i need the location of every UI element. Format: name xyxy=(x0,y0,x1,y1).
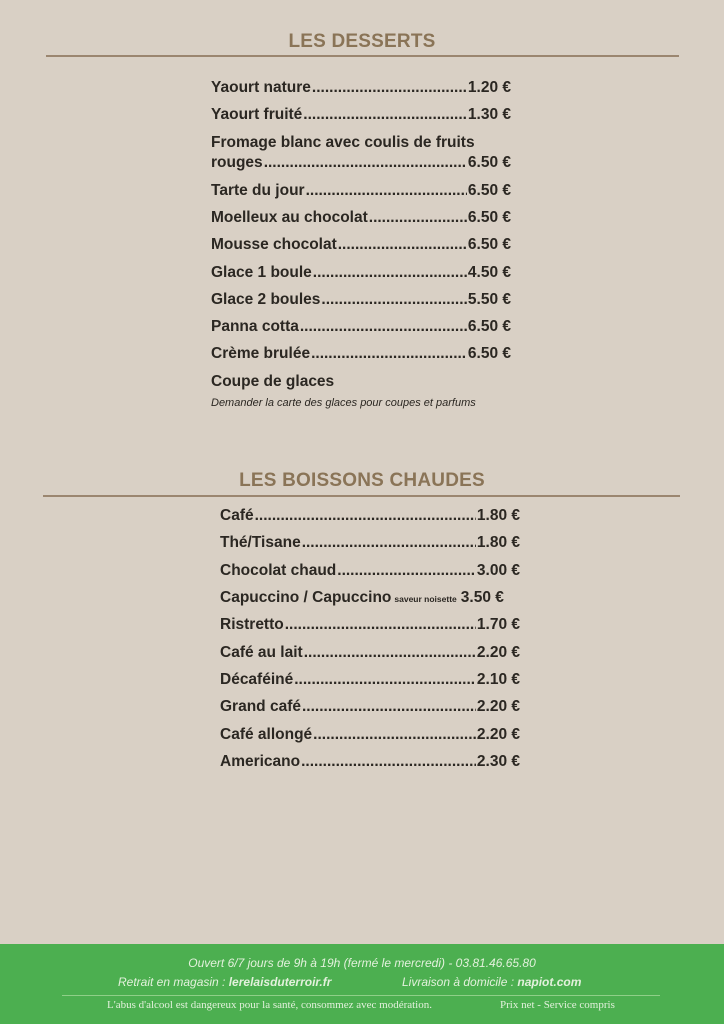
item-price: 1.20 € xyxy=(467,79,511,96)
item-price: 1.30 € xyxy=(467,106,511,123)
ice-cream-note: Demander la carte des glaces pour coupes et parfums xyxy=(211,397,476,409)
item-price: 2.20 € xyxy=(476,644,520,661)
item-price: 2.10 € xyxy=(476,671,520,688)
dot-leader xyxy=(302,534,476,552)
item-name: Thé/Tisane xyxy=(220,534,301,551)
footer-band xyxy=(0,944,724,1024)
menu-item xyxy=(220,671,520,689)
item-name: Fromage blanc avec coulis de fruits xyxy=(211,134,475,151)
item-price: 2.20 € xyxy=(476,698,520,715)
item-name: Moelleux au chocolat xyxy=(211,209,368,226)
item-name: Glace 2 boules xyxy=(211,291,321,308)
pickup-info xyxy=(118,975,331,989)
dot-leader xyxy=(337,562,476,580)
dot-leader xyxy=(313,726,476,744)
menu-item xyxy=(220,534,520,552)
item-price: 2.30 € xyxy=(476,753,520,770)
alcohol-warning: L'abus d'alcool est dangereux pour la santé, consommez avec modération. xyxy=(107,999,432,1011)
menu-item xyxy=(220,726,520,744)
item-name: Tarte du jour xyxy=(211,182,305,199)
item-name: Coupe de glaces xyxy=(211,373,335,390)
dot-leader xyxy=(302,698,476,716)
menu-item xyxy=(220,644,520,662)
item-price: 5.50 € xyxy=(467,291,511,308)
item-price: 3.00 € xyxy=(476,562,520,579)
menu-item xyxy=(220,589,520,607)
menu-item xyxy=(220,562,520,580)
dot-leader xyxy=(294,671,476,689)
item-price: 6.50 € xyxy=(467,182,511,199)
item-price: 2.20 € xyxy=(476,726,520,743)
menu-item xyxy=(220,698,520,716)
item-name: Décaféiné xyxy=(220,671,294,688)
menu-item xyxy=(220,616,520,634)
pickup-label: Retrait en magasin : xyxy=(118,975,229,989)
item-name: Café allongé xyxy=(220,726,313,743)
item-price: 1.80 € xyxy=(476,534,520,551)
delivery-info xyxy=(402,975,581,989)
item-price: 3.50 € xyxy=(460,589,504,606)
item-name: Capuccino / Capuccino xyxy=(220,589,392,606)
footer-divider xyxy=(62,995,660,996)
item-name: Yaourt nature xyxy=(211,79,311,96)
item-name: Glace 1 boule xyxy=(211,264,312,281)
item-price: 1.70 € xyxy=(476,616,520,633)
desserts-title: LES DESSERTS xyxy=(288,31,436,52)
item-name: Yaourt fruité xyxy=(211,106,303,123)
item-price: 6.50 € xyxy=(467,209,511,226)
item-name: Grand café xyxy=(220,698,301,715)
hot-drinks-menu xyxy=(220,0,520,800)
item-name: Chocolat chaud xyxy=(220,562,337,579)
item-name: Crème brulée xyxy=(211,345,311,362)
item-price: 6.50 € xyxy=(467,318,511,335)
menu-item xyxy=(220,507,520,525)
item-flavor-note: saveur noisette xyxy=(394,594,457,604)
item-name: Americano xyxy=(220,753,301,770)
item-name: Café au lait xyxy=(220,644,303,661)
hot-drinks-title: LES BOISSONS CHAUDES xyxy=(239,470,485,491)
item-name: Café xyxy=(220,507,254,524)
dot-leader xyxy=(304,644,476,662)
item-price: 4.50 € xyxy=(467,264,511,281)
menu-item xyxy=(220,753,520,771)
item-name: Panna cotta xyxy=(211,318,299,335)
item-name: Ristretto xyxy=(220,616,284,633)
prices-note: Prix net - Service compris xyxy=(500,999,615,1011)
dot-leader xyxy=(255,507,476,525)
pickup-website-link[interactable]: lerelaisduterroir.fr xyxy=(228,975,332,989)
item-price: 6.50 € xyxy=(467,236,511,253)
dot-leader xyxy=(301,753,476,771)
item-name-continued: rouges xyxy=(211,154,263,171)
delivery-website-link[interactable]: napiot.com xyxy=(517,975,582,989)
dot-leader xyxy=(285,616,476,634)
delivery-label: Livraison à domicile : xyxy=(402,975,518,989)
item-price: 1.80 € xyxy=(476,507,520,524)
opening-hours: Ouvert 6/7 jours de 9h à 19h (fermé le mercredi) - 03.81.46.65.80 xyxy=(188,956,536,970)
item-price: 6.50 € xyxy=(467,345,511,362)
item-name: Mousse chocolat xyxy=(211,236,337,253)
item-price: 6.50 € xyxy=(467,154,511,171)
